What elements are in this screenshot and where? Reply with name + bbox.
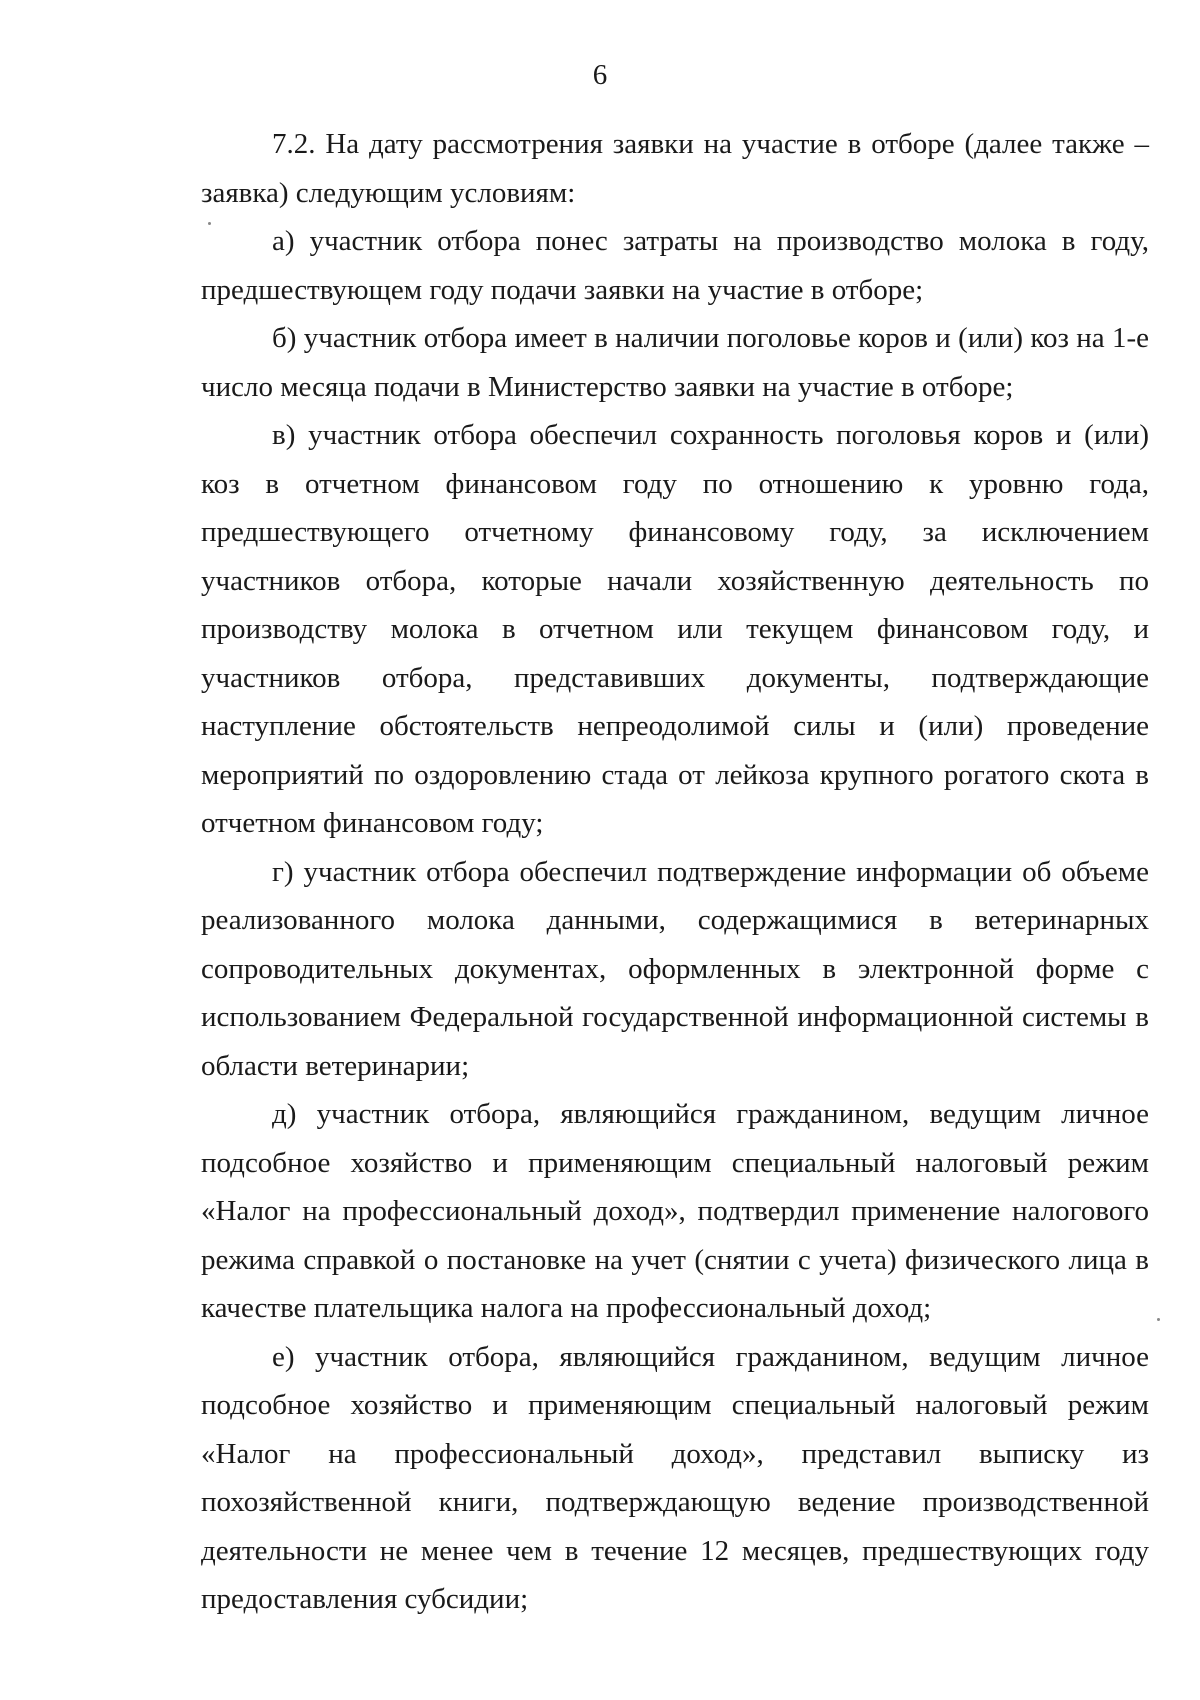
paragraph-item-v: в) участник отбора обеспечил сохранность поголовья коров и (или) коз в отчетном финансовом году по отношению к уровню года, предшествующего отчетному финансовому году, за исключением участников отбора, которые начали хозяйственную деятельность по производству молока в отчетном или текущем финансовом году, и участников отбора, представивших документы, подтверждающие наступление обстоятельств непреодолимой силы и (или) проведение мероприятий по оздоровлению стада от лейкоза крупного рогатого скота в отчетном финансовом году; — [201, 419, 1149, 839]
page-number: 6 — [592, 59, 608, 91]
paragraph-item-e: е) участник отбора, являющийся гражданином, ведущим личное подсобное хозяйство и применяющим специальный налоговый режим «Налог на профессиональный доход», представил выписку из похозяйственной книги, подтверждающую ведение производственной деятельности не менее чем в течение 12 месяцев, предшествующих году предоставления субсидии; — [201, 1340, 1149, 1615]
paragraph-item-b: б) участник отбора имеет в наличии поголовье коров и (или) коз на 1-е число месяца подачи в Министерство заявки на участие в отборе; — [201, 322, 1149, 403]
paragraph-item-d: д) участник отбора, являющийся гражданином, ведущим личное подсобное хозяйство и применяющим специальный налоговый режим «Налог на профессиональный доход», подтвердил применение налогового режима справкой о постановке на учет (снятии с учета) физического лица в качестве плательщика налога на профессиональный доход; — [201, 1098, 1149, 1324]
paragraph-7-2: 7.2. На дату рассмотрения заявки на участие в отборе (далее также – заявка) следующим условиям: — [201, 128, 1149, 209]
scan-speck — [1157, 1318, 1160, 1321]
document-body — [201, 120, 1149, 1624]
paragraph-item-a: а) участник отбора понес затраты на производство молока в году, предшествующем году подачи заявки на участие в отборе; — [201, 225, 1149, 306]
paragraph-item-g: г) участник отбора обеспечил подтверждение информации об объеме реализованного молока данными, содержащимися в ветеринарных сопроводительных документах, оформленных в электронной форме с использованием Федеральной государственной информационной системы в области ветеринарии; — [201, 855, 1149, 1082]
scan-speck — [208, 222, 211, 225]
